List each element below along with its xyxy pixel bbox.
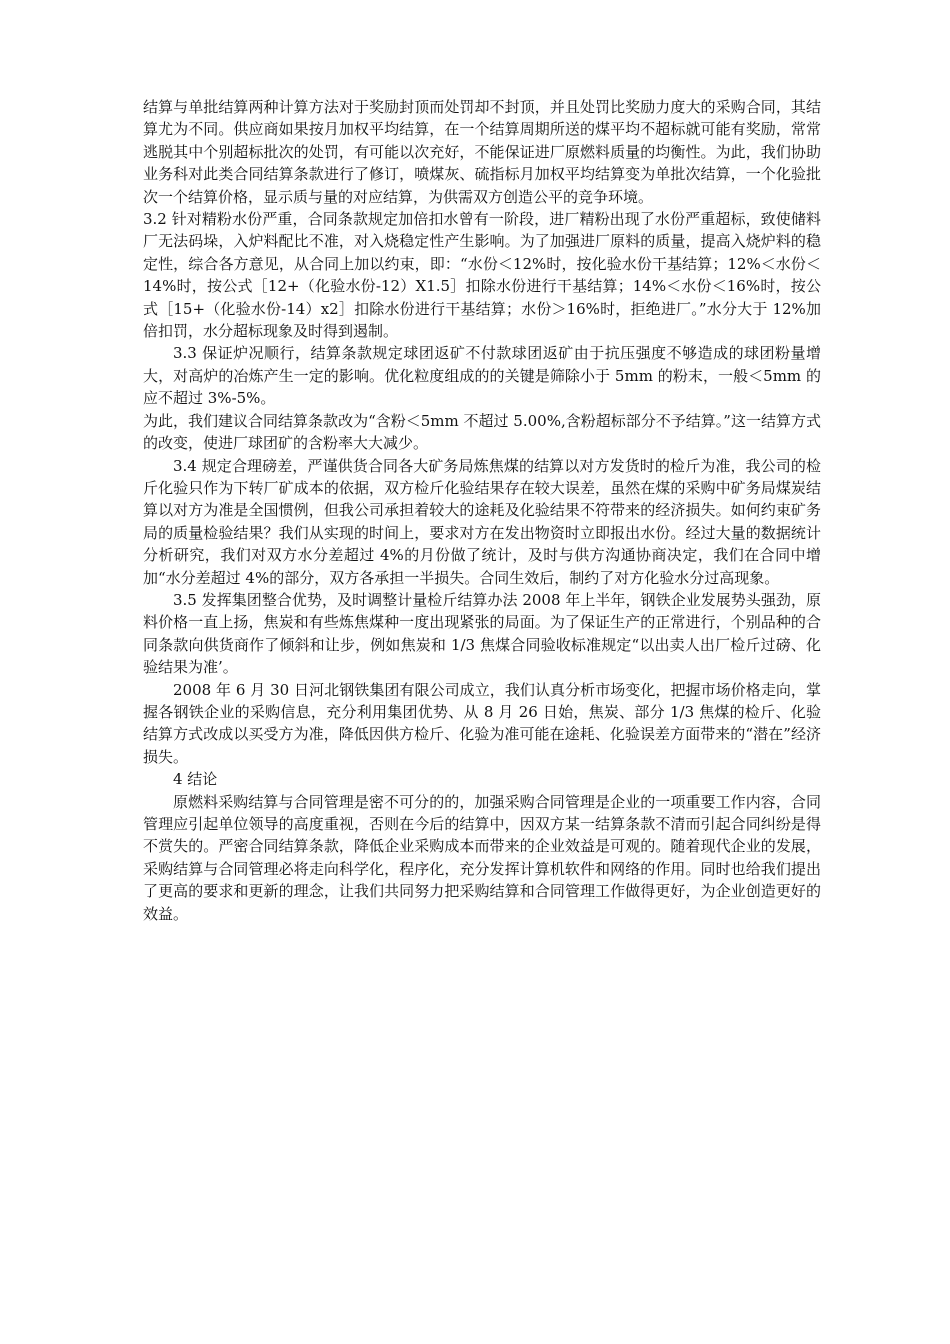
- document-page: [143, 96, 821, 925]
- section-heading-conclusion: 4 结论: [173, 770, 218, 789]
- paragraph-3-3: 3.3 保证炉况顺行，结算条款规定球团返矿不付款球团返矿由于抗压强度不够造成的球团粉量增大，对高炉的冶炼产生一定的影响。优化粒度组成的的关键是筛除小于 5mm 的粉末，一般＜5mm 的应不超过 3%-5%。: [143, 344, 821, 408]
- paragraph-3-4: 3.4 规定合理磅差，严谨供货合同各大矿务局炼焦煤的结算以对方发货时的检斤为准，我公司的检斤化验只作为下转厂矿成本的依据，双方检斤化验结果存在较大误差，虽然在煤的采购中矿务局煤炭结算以对方为准是全国惯例，但我公司承担着较大的途耗及化验结果不符带来的经济损失。如何约束矿务局的质量检验结果？我们从实现的时间上，要求对方在发出物资时立即报出水份。经过大量的数据统计分析研究，我们对双方水分差超过 4%的月份做了统计，及时与供方沟通协商决定，我们在合同中增加“水分差超过 4%的部分，双方各承担一半损失。合同生效后，制约了对方化验水分过高现象。: [143, 456, 821, 587]
- paragraph-3-5: 3.5 发挥集团整合优势，及时调整计量检斤结算办法 2008 年上半年，钢铁企业发展势头强劲，原料价格一直上扬，焦炭和有些炼焦煤种一度出现紧张的局面。为了保证生产的正常进行，个别品种的合同条款向供货商作了倾斜和让步，例如焦炭和 1/3 焦煤合同验收标准规定“以出卖人出厂检斤过磅、化验结果为准’。: [143, 590, 821, 677]
- paragraph-conclusion: 原燃料采购结算与合同管理是密不可分的的，加强采购合同管理是企业的一项重要工作内容，合同管理应引起单位领导的高度重视，否则在今后的结算中，因双方某一结算条款不清而引起合同纠纷是得不赏失的。严密合同结算条款，降低企业采购成本而带来的企业效益是可观的。随着现代企业的发展，采购结算与合同管理必将走向科学化，程序化，充分发挥计算机软件和网络的作用。同时也给我们提出了更高的要求和更新的理念，让我们共同努力把采购结算和合同管理工作做得更好，为企业创造更好的效益。: [143, 792, 821, 923]
- paragraph-2008: 2008 年 6 月 30 日河北钢铁集团有限公司成立，我们认真分析市场变化，把握市场价格走向，掌握各钢铁企业的采购信息，充分利用集团优势、从 8 月 26 日始，焦炭、部分 1/3 焦煤的检斤、化验结算方式改成以买受方为准，降低因供方检斤、化验为准可能在途耗、化验误差方面带来的“潜在”经济损失。: [143, 680, 821, 766]
- paragraph-3-3-followup: 为此，我们建议合同结算条款改为“含粉＜5mm 不超过 5.00%,含粉超标部分不予结算。”这一结算方式的改变，使进厂球团矿的含粉率大大减少。: [143, 411, 821, 453]
- paragraph-continuation: 结算与单批结算两种计算方法对于奖励封顶而处罚却不封顶，并且处罚比奖励力度大的采购合同，其结算尤为不同。供应商如果按月加权平均结算，在一个结算周期所送的煤平均不超标就可能有奖励，常常逃脱其中个别超标批次的处罚，有可能以次充好，不能保证进厂原燃料质量的均衡性。为此，我们协助业务科对此类合同结算条款进行了修订，喷煤灰、硫指标月加权平均结算变为单批次结算，一个化验批次一个结算价格，显示质与量的对应结算，为供需双方创造公平的竞争环境。: [143, 98, 821, 206]
- paragraph-3-2: 3.2 针对精粉水份严重，合同条款规定加倍扣水曾有一阶段，进厂精粉出现了水份严重超标，致使储料厂无法码垛，入炉料配比不准，对入烧稳定性产生影响。为了加强进厂原料的质量，提高入烧炉料的稳定性，综合各方意见，从合同上加以约束，即：“水份＜12%时，按化验水份干基结算；12%＜水份＜14%时，按公式［12+（化验水份-12）X1.5］扣除水份进行干基结算；14%＜水份＜16%时，按公式［15+（化验水份-14）x2］扣除水份进行干基结算；水份＞16%时，拒绝进厂。”水分大于 12%加倍扣罚，水分超标现象及时得到遏制。: [143, 210, 821, 341]
